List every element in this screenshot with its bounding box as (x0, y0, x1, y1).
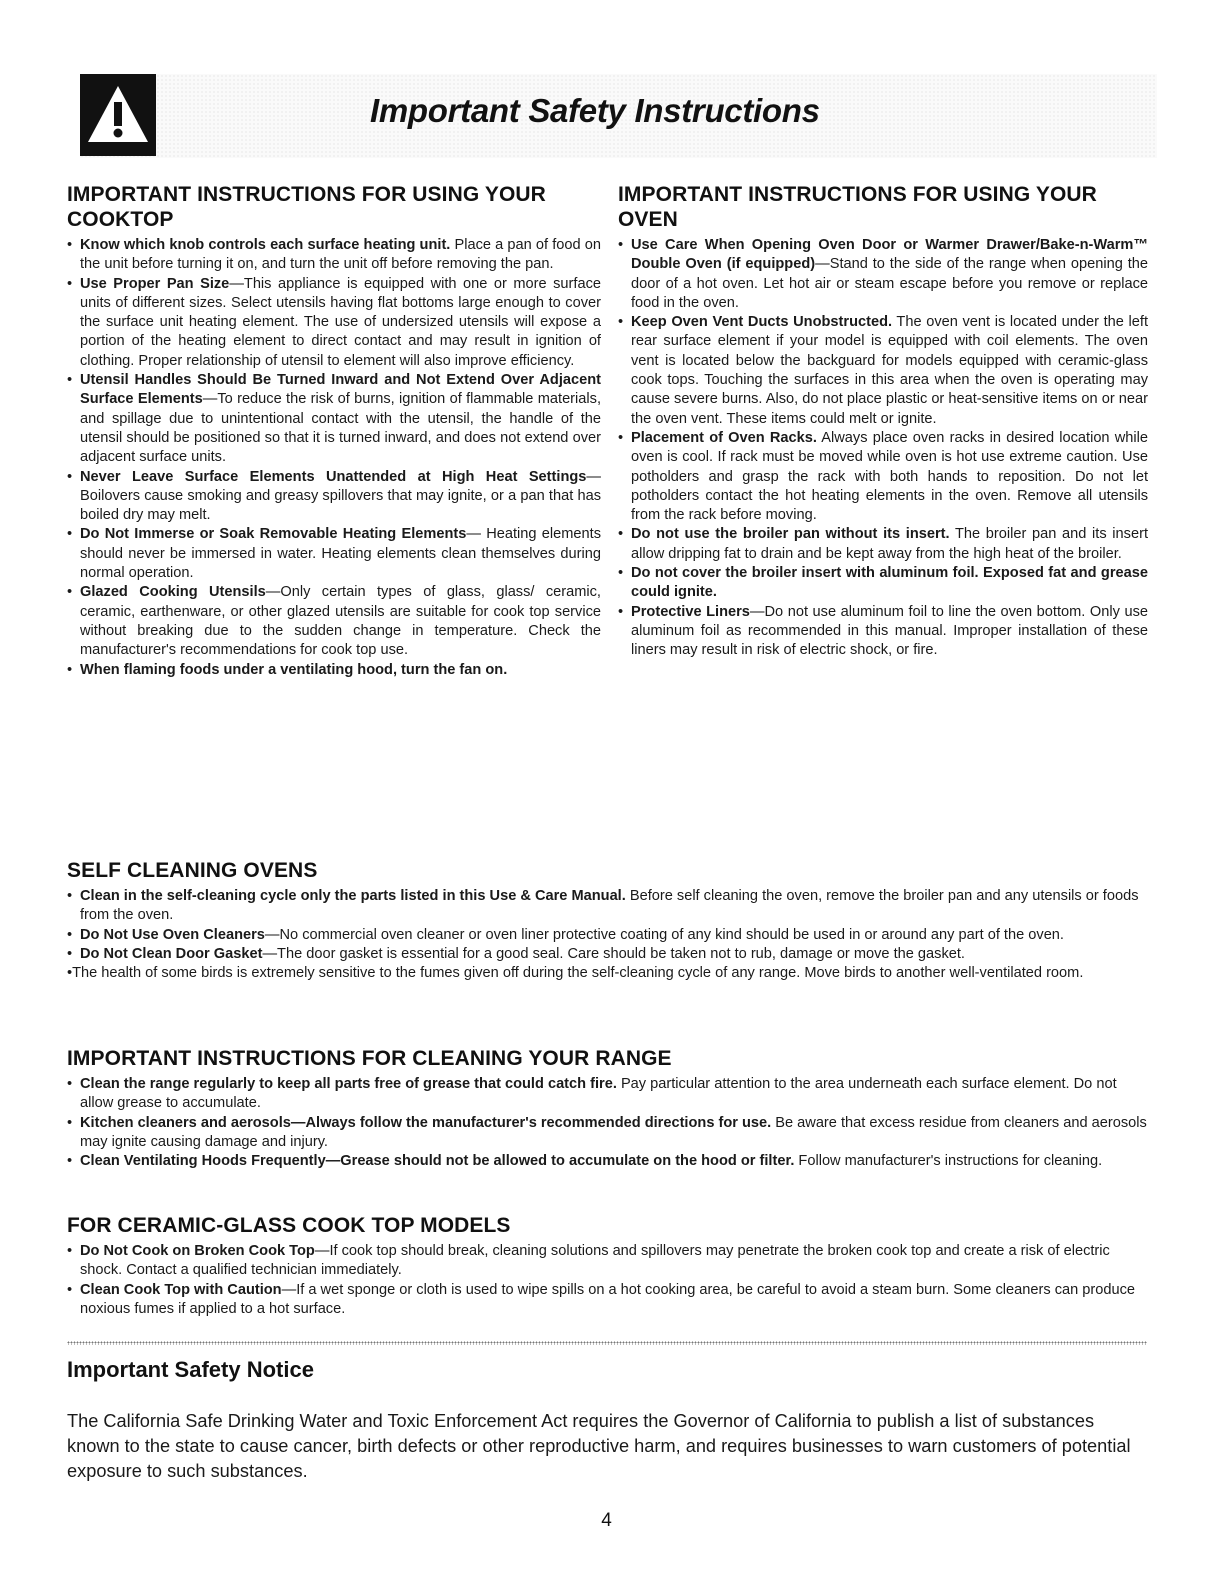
cleaning-range-heading: IMPORTANT INSTRUCTIONS FOR CLEANING YOUR RANGE (67, 1047, 672, 1070)
list-item: • Do Not Use Oven Cleaners—No commercial oven cleaner or oven liner protective coating of any kind should be used in or around any part of the oven. (67, 926, 1147, 945)
list-item: • Glazed Cooking Utensils—Only certain types of glass, glass/ ceramic, ceramic, earthenware, or other glazed utensils are suitable for cook top service without breaking due to the sudden change in temperature. Check the manufacturer's recommendations for cook top use. (67, 583, 601, 660)
cooktop-list (67, 236, 601, 680)
list-item: • When flaming foods under a ventilating hood, turn the fan on. (67, 661, 601, 680)
list-item: • Do Not Cook on Broken Cook Top—If cook top should break, cleaning solutions and spillovers may penetrate the broken cook top and create a risk of electric shock. Contact a qualified technician immediately. (67, 1242, 1147, 1281)
list-item: • Know which knob controls each surface heating unit. Place a pan of food on the unit before turning it on, and turn the unit off before removing the pan. (67, 236, 601, 275)
cooktop-section (67, 182, 601, 680)
list-item: • Do not cover the broiler insert with aluminum foil. Exposed fat and grease could ignite. (618, 564, 1148, 603)
ceramic-heading: FOR CERAMIC-GLASS COOK TOP MODELS (67, 1214, 511, 1237)
list-item: • Do Not Immerse or Soak Removable Heating Elements— Heating elements should never be immersed in water. Heating elements clean themselves during normal operation. (67, 525, 601, 583)
list-item: • Keep Oven Vent Ducts Unobstructed. The oven vent is located under the left rear surface element if your model is equipped with coil elements. The oven vent is located below the backguard for models equipped with ceramic-glass cook tops. Touching the surfaces in this area when the oven is operating may cause severe burns. Also, do not place plastic or heat-sensitive items on or near the oven vent. These items could melt or ignite. (618, 313, 1148, 429)
list-item: • Do not use the broiler pan without its insert. The broiler pan and its insert allow dripping fat to drain and be kept away from the high heat of the broiler. (618, 525, 1148, 564)
notice-title: Important Safety Notice (67, 1357, 314, 1382)
list-item: • Protective Liners—Do not use aluminum foil to line the oven bottom. Only use aluminum foil as recommended in this manual. Improper installation of these liners may result in risk of electric shock, or fire. (618, 603, 1148, 661)
list-item: •The health of some birds is extremely sensitive to the fumes given off during the self-cleaning cycle of any range. Move birds to another well-ventilated room. (67, 965, 1084, 982)
cleaning-range-list (67, 1075, 1147, 1171)
ceramic-section (67, 1213, 1147, 1319)
oven-section (618, 182, 1148, 661)
list-item: • Utensil Handles Should Be Turned Inward and Not Extend Over Adjacent Surface Elements—To reduce the risk of burns, ignition of flammable materials, and spillage due to unintentional contact with the utensil, the handle of the utensil should be positioned so that it is turned inward, and does not extend over adjacent surface units. (67, 371, 601, 467)
list-item: • Use Care When Opening Oven Door or Warmer Drawer/Bake-n-Warm™ Double Oven (if equipped)—Stand to the side of the range when opening the door of a hot oven. Let hot air or steam escape before you remove or replace food in the oven. (618, 236, 1148, 313)
list-item: • Do Not Clean Door Gasket—The door gasket is essential for a good seal. Care should be taken not to rub, damage or move the gasket. (67, 945, 1147, 964)
list-item: • Kitchen cleaners and aerosols—Always follow the manufacturer's recommended directions for use. Be aware that excess residue from cleaners and aerosols may ignite causing damage and injury. (67, 1114, 1147, 1153)
oven-list (618, 236, 1148, 661)
cleaning-range-section (67, 1046, 1147, 1171)
self-cleaning-section (67, 858, 1147, 983)
list-item: • Clean Ventilating Hoods Frequently—Grease should not be allowed to accumulate on the hood or filter. Follow manufacturer's instructions for cleaning. (67, 1152, 1147, 1171)
list-item: • Placement of Oven Racks. Always place oven racks in desired location while oven is cool. If rack must be moved while oven is hot use extreme caution. Use potholders and grasp the rack with both hands to reposition. Do not let potholders contact the hot heating elements in the oven. Remove all utensils from the rack before moving. (618, 429, 1148, 525)
self-cleaning-list (67, 887, 1147, 983)
ceramic-list (67, 1242, 1147, 1319)
cooktop-heading: IMPORTANT INSTRUCTIONS FOR USING YOUR COOKTOP (67, 183, 546, 231)
self-cleaning-heading: SELF CLEANING OVENS (67, 859, 318, 882)
page-title: Important Safety Instructions (370, 92, 820, 129)
list-item: • Never Leave Surface Elements Unattended at High Heat Settings—Boilovers cause smoking and greasy spillovers that may ignite, or a pan that has boiled dry may melt. (67, 468, 601, 526)
list-item: • Clean in the self-cleaning cycle only the parts listed in this Use & Care Manual. Before self cleaning the oven, remove the broiler pan and any utensils or foods from the oven. (67, 887, 1147, 926)
warning-icon (80, 74, 156, 156)
list-item: • Clean Cook Top with Caution—If a wet sponge or cloth is used to wipe spills on a hot cooking area, be careful to avoid a steam burn. Some cleaners can produce noxious fumes if applied to a hot surface. (67, 1281, 1147, 1320)
notice-body: The California Safe Drinking Water and Toxic Enforcement Act requires the Governor of California to publish a list of substances known to the state to cause cancer, birth defects or other reproductive harm, and requires businesses to warn customers of potential exposure to such substances. (67, 1411, 1131, 1481)
page-number: 4 (601, 1510, 612, 1531)
oven-heading: IMPORTANT INSTRUCTIONS FOR USING YOUR OVEN (618, 183, 1097, 231)
list-item: • Clean the range regularly to keep all parts free of grease that could catch fire. Pay particular attention to the area underneath each surface element. Do not allow grease to accumulate. (67, 1075, 1147, 1114)
divider (67, 1341, 1147, 1345)
list-item: • Use Proper Pan Size—This appliance is equipped with one or more surface units of different sizes. Select utensils having flat bottoms large enough to cover the surface unit heating element. The use of undersized utensils will expose a portion of the heating element to direct contact and may result in ignition of clothing. Proper relationship of utensil to element will also improve efficiency. (67, 275, 601, 371)
